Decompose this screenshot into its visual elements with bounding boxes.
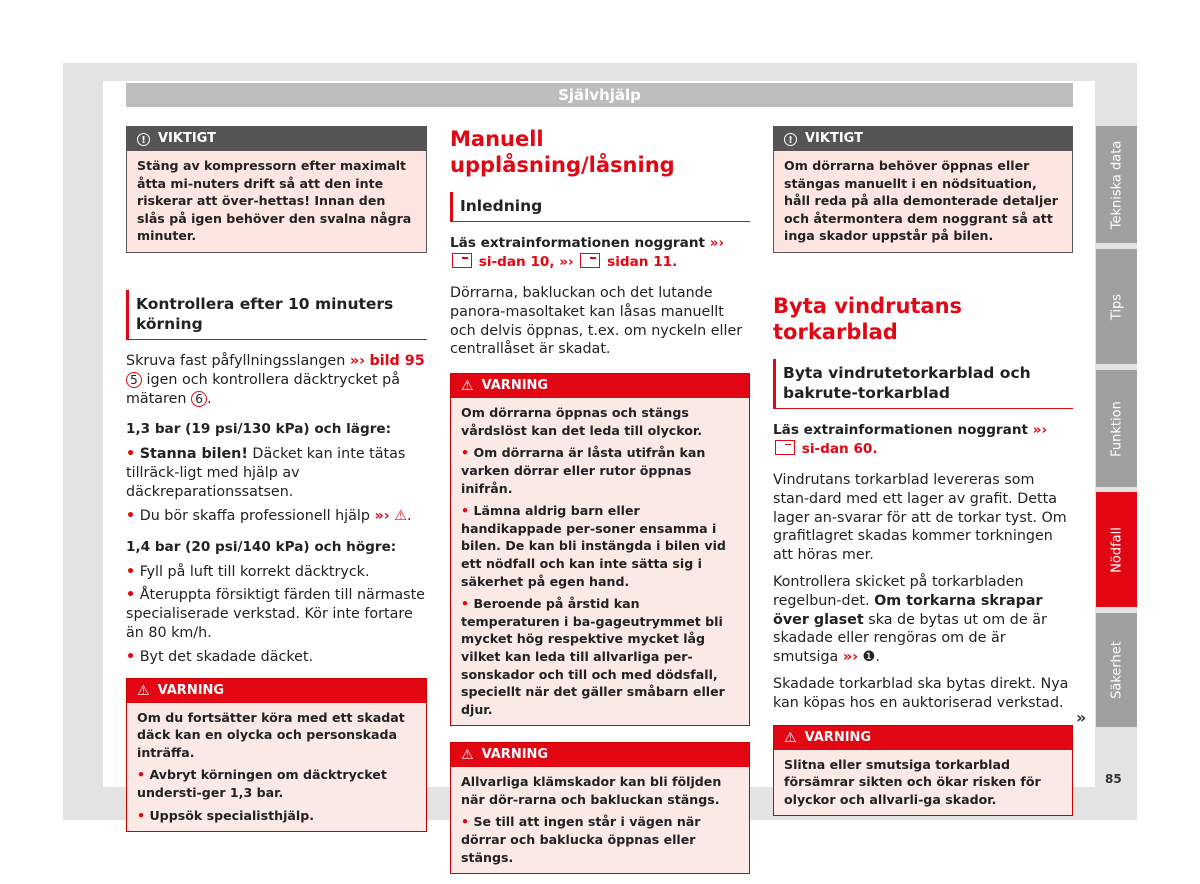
page-link[interactable]: si-dan 10, <box>478 254 555 270</box>
tab-tips[interactable]: Tips <box>1096 249 1137 364</box>
list-item: • Fyll på luft till korrekt däcktryck. <box>126 563 370 580</box>
page-link[interactable]: si-dan 60. <box>801 440 878 457</box>
viktigt-header <box>127 127 426 151</box>
alert-icon: ❶ <box>862 649 876 666</box>
tab-tekniska-data[interactable]: Tekniska data <box>1096 126 1137 243</box>
varning-box: ⚠ VARNING Slitna eller smutsiga torkarblad försämrar sikten och ökar risken för olyckor och allvarli-ga skador. <box>773 725 1073 817</box>
section-header: Självhjälp <box>126 83 1073 107</box>
pressure-heading-high: 1,4 bar (20 psi/140 kPa) och högre: <box>126 538 397 555</box>
body-paragraph: Dörrarna, bakluckan och det lutande panora-masoltaket kan låsas manuellt och delvis öppnas, t.ex. om nyckeln eller centrallåset är skadat. <box>450 285 743 358</box>
body-paragraph: Skadade torkarblad ska bytas direkt. Nya kan köpas hos en auktoriserad verkstad. <box>773 675 1069 711</box>
column-3 <box>773 126 1073 816</box>
tab-sakerhet[interactable]: Säkerhet <box>1096 613 1137 727</box>
info-icon: ! <box>137 133 150 146</box>
warning-icon: ⚠ <box>461 378 474 395</box>
book-icon <box>452 253 472 268</box>
subsection-title: Inledning <box>450 192 750 222</box>
subsection-title: Byta vindrutetorkarblad och bakrute-torkarblad <box>773 359 1073 409</box>
varning-box: ⚠ VARNING Allvarliga klämskador kan bli följden när dör-rarna och bakluckan stängs. • Se till att ingen står i vägen när dörrar och baklucka öppnas eller stängs. <box>450 742 750 874</box>
list-item: • Stanna bilen! Däcket kan inte tätas tillräck-ligt med hjälp av däckreparationssatsen. <box>126 446 406 500</box>
tab-nodfall[interactable]: Nödfall <box>1096 492 1137 607</box>
column-2 <box>450 126 750 874</box>
callout-6: 6 <box>191 391 207 407</box>
intro-paragraph: Skruva fast påfyllningsslangen »› bild 95 5 igen och kontrollera däcktrycket på mätaren 6 . <box>126 352 425 407</box>
section-title: Kontrollera efter 10 minuters körning <box>126 290 427 340</box>
list-item: • Byt det skadade däcket. <box>126 648 314 665</box>
pressure-heading-low: 1,3 bar (19 psi/130 kPa) och lägre: <box>126 421 392 438</box>
page-number: 85 <box>1105 772 1122 786</box>
figure-link[interactable]: bild 95 <box>369 352 425 369</box>
warning-icon: ⚠ <box>137 682 150 699</box>
body-paragraph: Vindrutans torkarblad levereras som stan-dard med ett lager av grafit. Detta lager an-svarar för att de torkar tyst. Om grafitlagret skadas kommer torkningen att höras mer. <box>773 471 1067 564</box>
viktigt-box: ! VIKTIGT Om dörrarna behöver öppnas eller stängas manuellt i en nödsituation, håll reda på alla demonterade detaljer och återmontera dem noggrant så att inga skador uppstår på bilen. <box>773 126 1073 253</box>
viktigt-label: VIKTIGT <box>158 131 216 146</box>
lead-text: Läs extrainformationen noggrant »› si-dan 60. <box>773 421 1048 457</box>
book-icon <box>580 253 600 268</box>
continue-mark: » <box>1076 708 1087 727</box>
page-link[interactable]: sidan 11. <box>607 254 678 270</box>
viktigt-text: Stäng av kompressorn efter maximalt åtta mi-nuters drift så att den inte riskerar att över-hettas! Innan den slås på igen behöver den svalna några minuter. <box>137 158 412 244</box>
column-1 <box>126 126 427 832</box>
viktigt-box <box>126 126 427 253</box>
warning-icon: ⚠ <box>394 507 408 524</box>
callout-5: 5 <box>126 372 142 388</box>
list-item: • Återuppta försiktigt färden till närmaste specialiserade verkstad. Kör inte fortare än 80 km/h. <box>126 587 425 641</box>
varning-box: ⚠ VARNING Om du fortsätter köra med ett skadat däck kan en olycka och personskada inträffa. • Avbryt körningen om däcktrycket understi-ger 1,3 bar. • Uppsök specialisthjälp. <box>126 678 427 833</box>
section-title: Byta vindrutans torkarblad <box>773 293 963 344</box>
section-title: Manuell upplåsning/låsning <box>450 127 675 177</box>
varning-header: ⚠ VARNING <box>127 679 426 703</box>
info-icon: ! <box>784 133 797 146</box>
varning-box: ⚠ VARNING Om dörrarna öppnas och stängs vårdslöst kan det leda till olyckor. • Om dörrarna är låsta utifrån kan varken dörrar eller rutor öppnas inifrån. • Lämna aldrig barn eller handikappade per-soner ensamma i bilen. De kan bli instängda i bilen vid ett nödfall och kan inte sätta sig i säkerhet på egen hand. • Beroende på årstid kan temperaturen i ba-gageutrymmet bli mycket hög respektive mycket låg vilket kan leda till allvarliga per-sonskador och till och med dödsfall, speciellt när det gäller småbarn eller djur. <box>450 373 750 726</box>
list-item: • Du bör skaffa professionell hjälp »› ⚠. <box>126 507 412 524</box>
warning-icon: ⚠ <box>461 747 474 764</box>
lead-text: Läs extrainformationen noggrant »› si-dan 10, »› sidan 11. <box>450 235 725 270</box>
book-icon <box>775 440 795 455</box>
body-paragraph: Kontrollera skicket på torkarbladen regelbun-det. Om torkarna skrapar över glaset ska de bytas ut om de är skadade eller rengöras om de är smutsiga »› ❶. <box>773 573 1047 666</box>
warning-icon: ⚠ <box>784 729 797 746</box>
tab-funktion[interactable]: Funktion <box>1096 370 1137 487</box>
